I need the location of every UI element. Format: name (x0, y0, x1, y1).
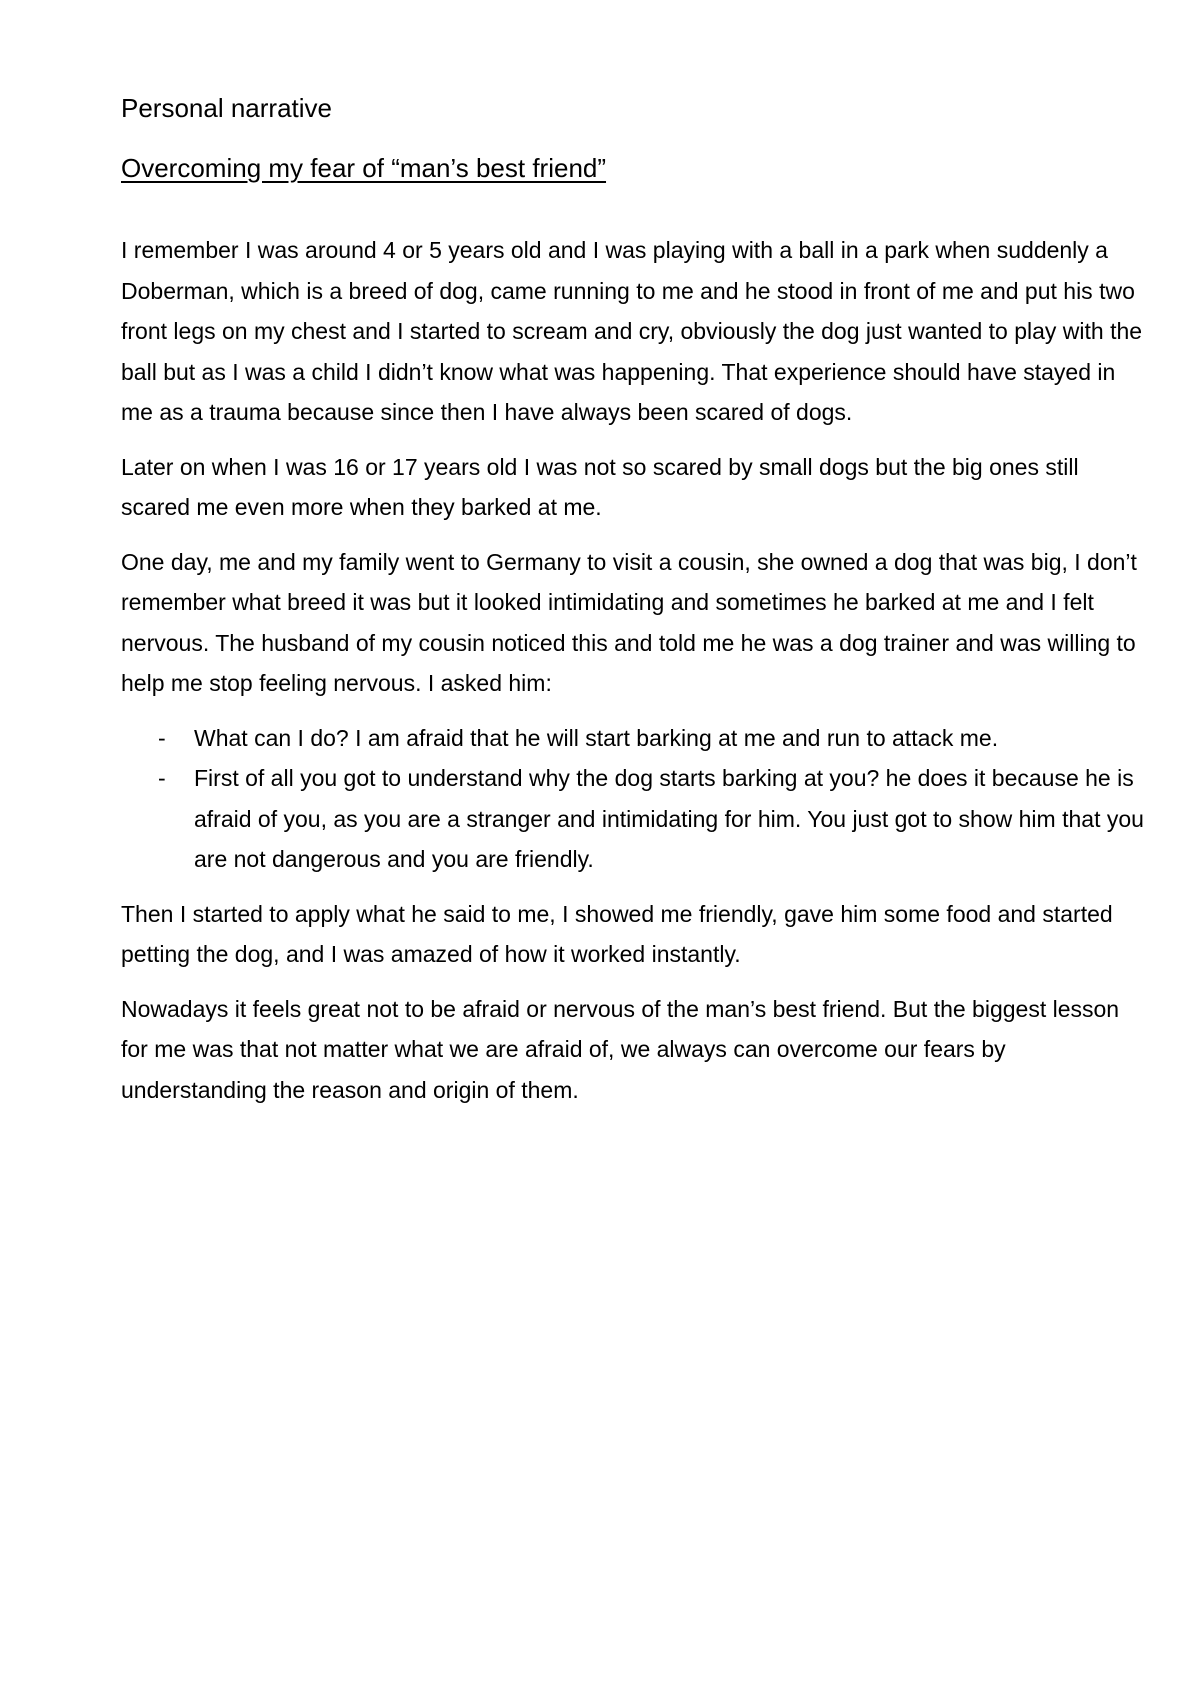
dialogue-item (121, 758, 1151, 880)
paragraph: One day, me and my family went to Germany to visit a cousin, she owned a dog that was big, I don’t remember what breed it was but it looked intimidating and sometimes he barked at me and I felt nervous. The husband of my cousin noticed this and told me he was a dog trainer and was willing to help me stop feeling nervous. I asked him: (121, 548, 1137, 696)
document-label: Personal narrative (121, 93, 332, 123)
dialogue-text: What can I do? I am afraid that he will start barking at me and run to attack me. (194, 724, 999, 751)
dialogue-text: First of all you got to understand why the dog starts barking at you? he does it because he is afraid of you, as you are a stranger and intimidating for him. You just got to show him that you are not dangerous and you are friendly. (194, 765, 1144, 872)
paragraph: Later on when I was 16 or 17 years old I was not so scared by small dogs but the big ones still scared me even more when they barked at me. (121, 453, 1079, 520)
dialogue-item (121, 718, 1151, 759)
document-title: Overcoming my fear of “man’s best friend” (121, 153, 607, 183)
document-body (121, 230, 1151, 1110)
dialogue-dash: - (158, 724, 166, 751)
paragraph: I remember I was around 4 or 5 years old and I was playing with a ball in a park when suddenly a Doberman, which is a breed of dog, came running to me and he stood in front of me and put his two front legs on my chest and I started to scream and cry, obviously the dog just wanted to play with the ball but as I was a child I didn’t know what was happening. That experience should have stayed in me as a trauma because since then I have always been scared of dogs. (121, 237, 1143, 425)
paragraph: Nowadays it feels great not to be afraid or nervous of the man’s best friend. But the biggest lesson for me was that not matter what we are afraid of, we always can overcome our fears by understanding the reason and origin of them. (121, 995, 1120, 1103)
paragraph: Then I started to apply what he said to me, I showed me friendly, gave him some food and started petting the dog, and I was amazed of how it worked instantly. (121, 900, 1113, 967)
dialogue-list (121, 718, 1151, 880)
document-content (121, 88, 1151, 1124)
dialogue-dash: - (158, 765, 166, 791)
